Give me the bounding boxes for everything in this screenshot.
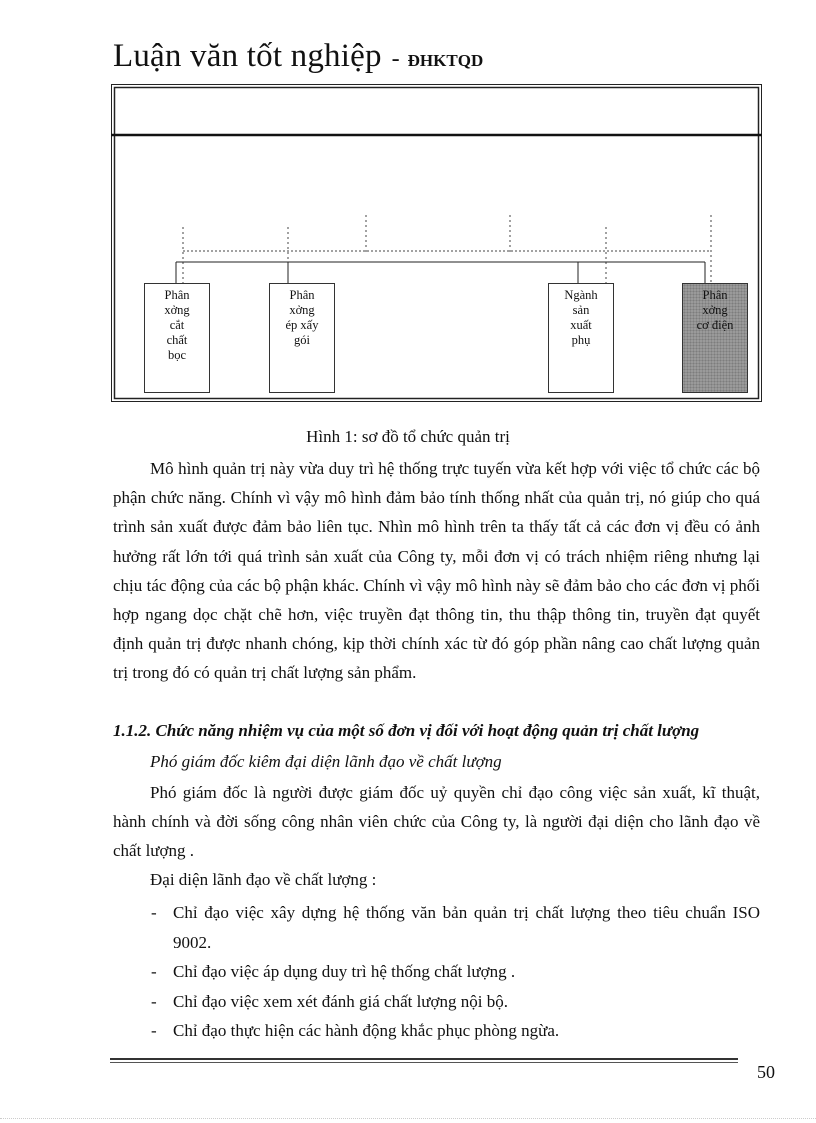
org-chart-diagram [111,84,762,402]
box-label: Phân xởng ép xấy gói [285,288,319,347]
box-electromechanical-workshop [682,283,748,393]
sub-heading: Phó giám đốc kiêm đại diện lãnh đạo về chất lượng [150,752,502,771]
page-number: 50 [757,1062,775,1082]
page-edge [0,1118,816,1119]
box-label: Phân xởng cơ điện [696,288,734,332]
box-cutting-workshop [144,283,210,393]
list-item: - Chỉ đạo việc áp dụng duy trì hệ thống chất lượng . [151,962,516,981]
paragraph-text: Phó giám đốc là người được giám đốc uỷ quyền chỉ đạo công việc sản xuất, kĩ thuật, hành chính và đời sống công nhân viên chức của Công ty, là người đại diện cho lãnh đạo về chất lượng . [113,783,760,861]
duties-list [113,898,760,1046]
paragraph-text: Mô hình quản trị này vừa duy trì hệ thống trực tuyến vừa kết hợp với việc tổ chức các bộ phận chức năng. Chính vì vậy mô hình đảm bảo tính thống nhất của quản trị, nó giúp cho quá trình sản xuất được đảm bảo liên tục. Nhìn mô hình trên ta thấy tất cả các đơn vị đều có ảnh hưởng rất lớn tới quá trình sản xuất của Công ty, mỗi đơn vị có trách nhiệm riêng nhưng lại chịu tác động của các bộ phận khác. Chính vì vậy mô hình này sẽ đảm bảo cho các đơn vị phối hợp ngang dọc chặt chẽ hơn, việc truyền đạt thông tin, thu thập thông tin, truyền đạt quyết định quản trị được nhanh chóng, kịp thời chính xác từ đó góp phần nâng cao chất lượng quản trị trong đó có quản trị chất lượng sản phẩm. [113,459,760,683]
section-heading: 1.1.2. Chức năng nhiệm vụ của một số đơn vị đối với hoạt động quản trị chất lượng [113,721,700,740]
footer-rule-thin [110,1062,738,1063]
box-label: Phân xởng cắt chất bọc [164,288,190,362]
box-auxiliary-production [548,283,614,393]
paragraph-quality-representative: Đại diện lãnh đạo về chất lượng : [150,870,377,889]
paragraph-deputy-director [113,778,760,866]
figure-caption: Hình 1: sơ đồ tổ chức quản trị [306,427,510,446]
paragraph-model-description [113,454,760,688]
box-pressing-workshop [269,283,335,393]
footer-rule [110,1058,738,1060]
thesis-title: Luận văn tốt nghiệp [113,38,382,74]
university-abbrev: ĐHKTQD [407,51,484,70]
list-item: - Chỉ đạo việc xây dựng hệ thống văn bản quản trị chất lượng theo tiêu chuẩn ISO 9002. [151,903,760,952]
page-header [113,38,483,75]
list-item: - Chỉ đạo việc xem xét đánh giá chất lượng nội bộ. [151,991,508,1011]
box-label: Ngành sản xuất phụ [564,288,598,347]
list-item: - Chỉ đạo thực hiện các hành động khắc phục phòng ngừa. [151,1021,560,1040]
header-separator: - [391,46,400,72]
